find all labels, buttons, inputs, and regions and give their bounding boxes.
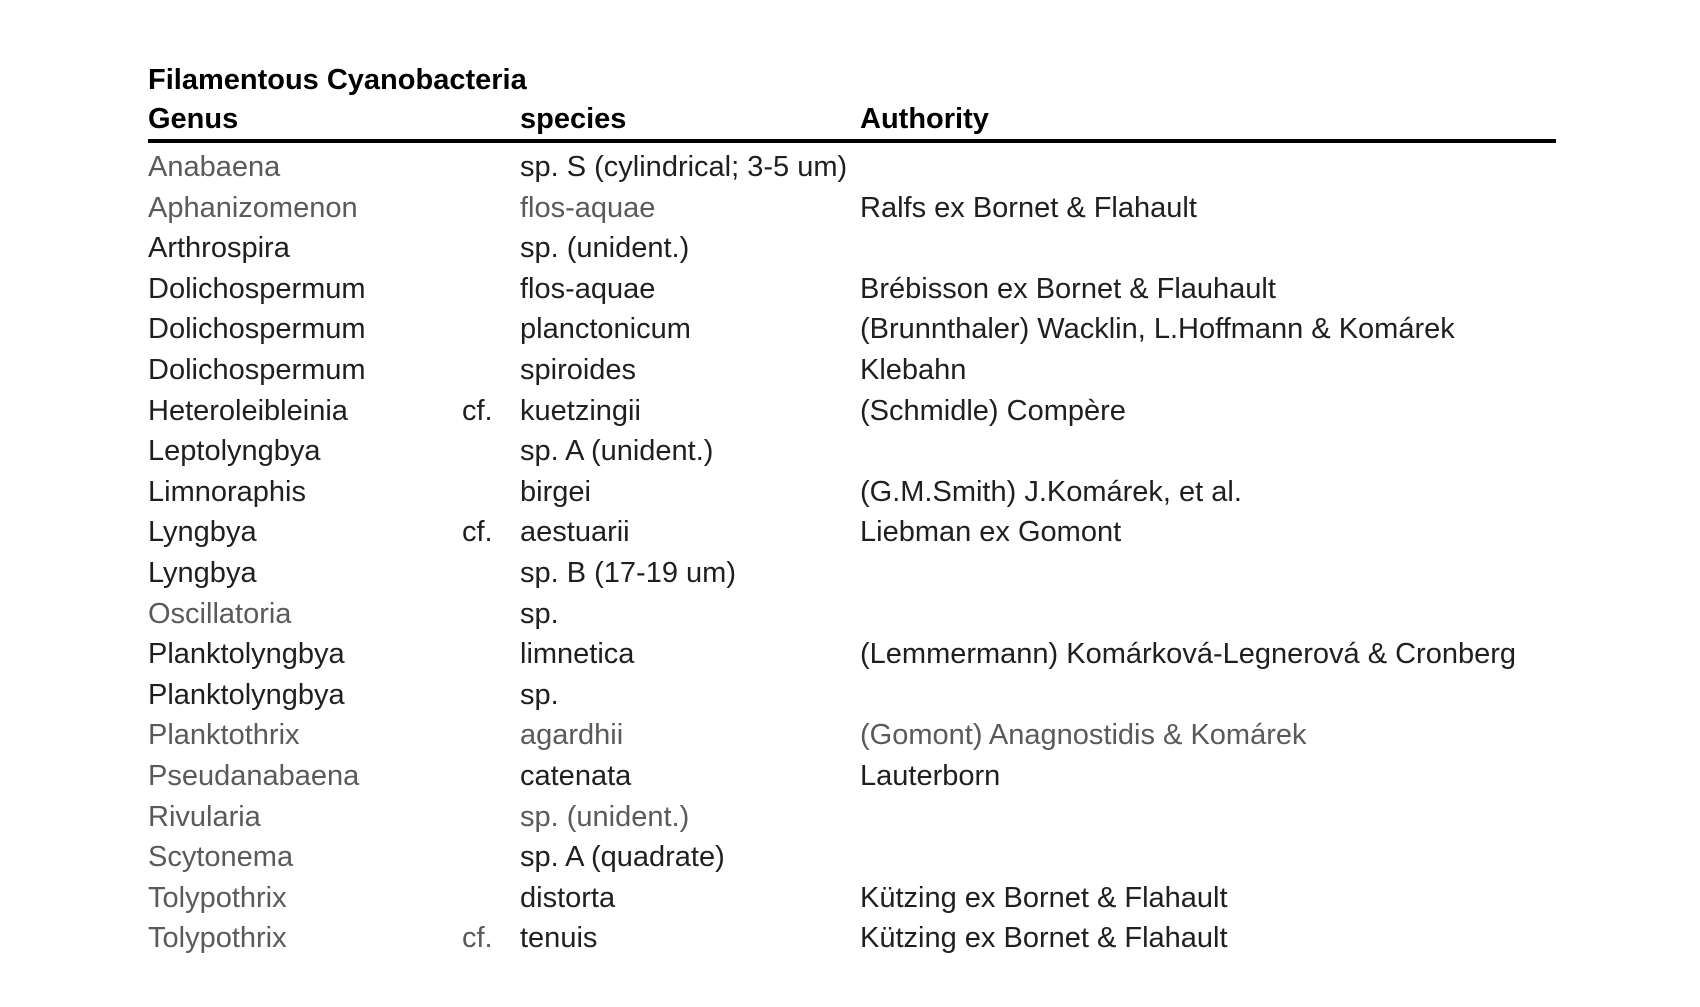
authority-cell: Kützing ex Bornet & Flahault: [860, 922, 1228, 955]
species-cell: sp. (unident.): [520, 800, 690, 833]
species-cell: sp. A (unident.): [520, 435, 714, 468]
authority-cell: Klebahn: [860, 353, 967, 386]
species-cell: sp. A (quadrate): [520, 841, 725, 874]
species-cell: kuetzingii: [520, 394, 641, 427]
table-row: [148, 594, 1560, 635]
species-cell: sp. S (cylindrical; 3-5 um): [520, 151, 848, 183]
table-row: [148, 837, 1560, 878]
table-row: [148, 634, 1560, 675]
table-row: [148, 472, 1560, 513]
cf-cell: cf.: [462, 394, 493, 427]
table-row: [148, 431, 1560, 472]
authority-cell: (Schmidle) Compère: [860, 394, 1126, 427]
table-row: [148, 269, 1560, 310]
genus-cell: Planktolyngbya: [148, 678, 345, 711]
table-row: [148, 797, 1560, 838]
authority-cell: Lauterborn: [860, 759, 1001, 792]
table-rows: [148, 147, 1560, 959]
genus-cell: Oscillatoria: [148, 597, 292, 630]
genus-cell: Pseudanabaena: [148, 759, 360, 792]
table-row: [148, 512, 1560, 553]
cf-cell: cf.: [462, 922, 493, 955]
genus-cell: Lyngbya: [148, 516, 257, 549]
header-rule: [148, 139, 1556, 143]
species-cell: sp.: [520, 678, 559, 711]
cf-cell: cf.: [462, 516, 493, 549]
column-header-genus: Genus: [148, 103, 239, 135]
authority-cell: Liebman ex Gomont: [860, 516, 1122, 549]
species-cell: flos-aquae: [520, 272, 656, 305]
species-cell: sp. (unident.): [520, 232, 690, 265]
genus-cell: Tolypothrix: [148, 881, 287, 914]
authority-cell: (Brunnthaler) Wacklin, L.Hoffmann & Komárek: [860, 313, 1455, 346]
table-row: [148, 188, 1560, 229]
species-cell: catenata: [520, 759, 632, 792]
species-cell: tenuis: [520, 922, 598, 955]
genus-cell: Heteroleibleinia: [148, 394, 348, 427]
authority-cell: Ralfs ex Bornet & Flahault: [860, 191, 1197, 224]
table-row: [148, 309, 1560, 350]
genus-cell: Aphanizomenon: [148, 191, 358, 224]
table-row: [148, 715, 1560, 756]
table-row: [148, 228, 1560, 269]
species-cell: distorta: [520, 881, 616, 914]
table-row: [148, 391, 1560, 432]
genus-cell: Rivularia: [148, 800, 261, 833]
genus-cell: Limnoraphis: [148, 475, 306, 508]
genus-cell: Arthrospira: [148, 232, 290, 265]
genus-cell: Planktolyngbya: [148, 638, 345, 671]
genus-cell: Planktothrix: [148, 719, 300, 752]
authority-cell: (G.M.Smith) J.Komárek, et al.: [860, 475, 1242, 508]
authority-cell: Kützing ex Bornet & Flahault: [860, 881, 1228, 914]
genus-cell: Dolichospermum: [148, 353, 366, 386]
table-row: [148, 756, 1560, 797]
species-cell: flos-aquae: [520, 191, 656, 224]
genus-cell: Leptolyngbya: [148, 435, 321, 468]
table-header-row: [148, 100, 1560, 139]
genus-cell: Anabaena: [148, 151, 281, 183]
column-header-species: species: [520, 103, 627, 135]
species-table-document: [148, 60, 1560, 959]
table-row: [148, 147, 1560, 188]
authority-cell: (Lemmermann) Komárková-Legnerová & Cronberg: [860, 638, 1517, 671]
table-row: [148, 918, 1560, 959]
authority-cell: (Gomont) Anagnostidis & Komárek: [860, 719, 1307, 752]
species-cell: spiroides: [520, 353, 637, 386]
genus-cell: Lyngbya: [148, 556, 257, 589]
page-title: Filamentous Cyanobacteria: [148, 64, 527, 96]
table-row: [148, 553, 1560, 594]
authority-cell: Brébisson ex Bornet & Flauhault: [860, 272, 1276, 305]
table-row: [148, 675, 1560, 716]
species-cell: birgei: [520, 475, 591, 508]
genus-cell: Tolypothrix: [148, 922, 287, 955]
species-cell: agardhii: [520, 719, 624, 752]
species-cell: limnetica: [520, 638, 635, 671]
genus-cell: Dolichospermum: [148, 313, 366, 346]
table-row: [148, 878, 1560, 919]
species-cell: sp.: [520, 597, 559, 630]
genus-cell: Scytonema: [148, 841, 294, 874]
table-row: [148, 350, 1560, 391]
genus-cell: Dolichospermum: [148, 272, 366, 305]
column-header-authority: Authority: [860, 103, 989, 135]
species-cell: planctonicum: [520, 313, 691, 346]
species-cell: sp. B (17-19 um): [520, 556, 736, 589]
species-cell: aestuarii: [520, 516, 630, 549]
